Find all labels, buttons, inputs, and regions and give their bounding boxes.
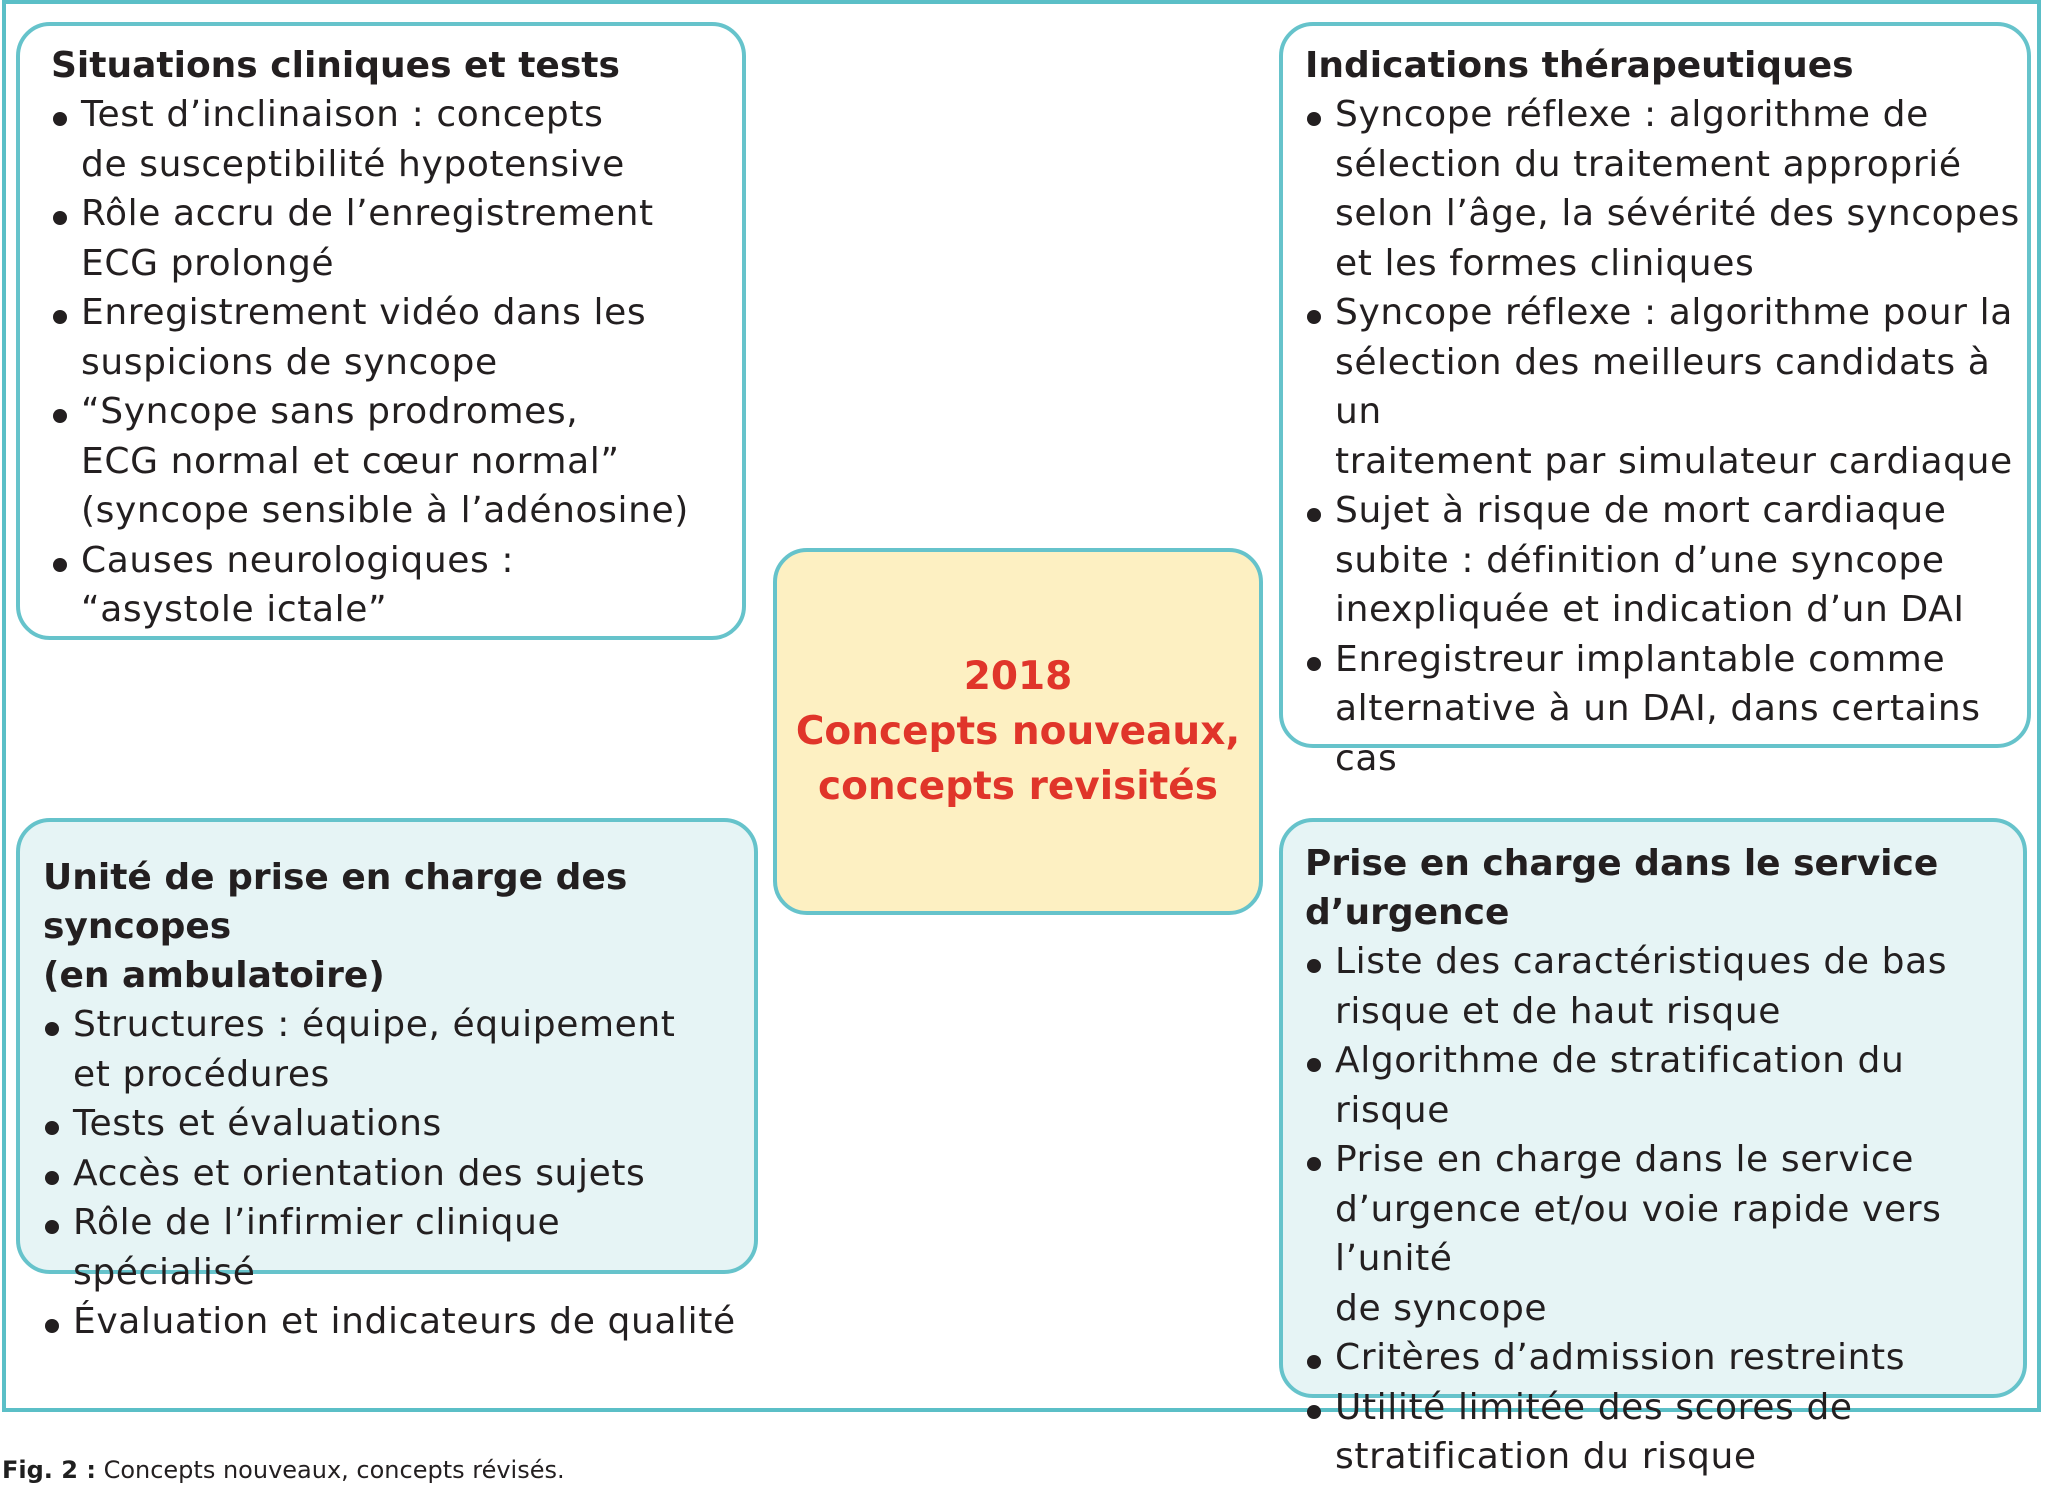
bullet-icon <box>45 1220 59 1234</box>
list-item <box>1305 1383 2023 1482</box>
line: selon l’âge, la sévérité des syncopes <box>1335 193 2020 234</box>
bullet-icon <box>1307 657 1321 671</box>
box-syncope-unit <box>16 818 758 1342</box>
line: stratification du risque <box>1335 1436 1757 1477</box>
line: inexpliquée et indication d’un DAI <box>1335 589 1965 630</box>
line: subite : définition d’une syncope <box>1335 539 1945 581</box>
bullet-icon <box>53 409 67 423</box>
line: alternative à un DAI, dans certains cas <box>1335 688 1981 779</box>
list-item <box>1305 90 2027 288</box>
bullet-icon <box>45 1319 59 1333</box>
line: Syncope réflexe : algorithme pour la <box>1335 292 2013 333</box>
bullet-icon <box>45 1022 59 1036</box>
line: sélection des meilleurs candidats à un <box>1335 341 1991 432</box>
list-item <box>51 189 742 288</box>
item-list <box>1305 937 2023 1482</box>
list-item <box>43 1297 754 1347</box>
line: de syncope <box>1335 1287 1548 1329</box>
bullet-icon <box>1307 310 1321 324</box>
bullet-icon <box>45 1121 59 1135</box>
list-item <box>43 1000 754 1099</box>
title-line: (en ambulatoire) <box>43 955 385 996</box>
figure-caption <box>2 1455 565 1485</box>
list-item <box>1305 1135 2023 1333</box>
box-therapeutic-indications <box>1279 22 2031 779</box>
list-item <box>1305 1333 2023 1383</box>
line: ECG prolongé <box>81 242 335 284</box>
list-item <box>43 1149 754 1199</box>
caption-label: Fig. 2 : <box>2 1456 96 1484</box>
line: Structures : équipe, équipement <box>73 1004 676 1045</box>
line: Causes neurologiques : <box>81 539 515 581</box>
bullet-icon <box>45 1171 59 1185</box>
line: sélection du traitement approprié <box>1335 143 1962 185</box>
bullet-icon <box>53 310 67 324</box>
list-item <box>43 1099 754 1149</box>
line: Utilité limitée des scores de <box>1335 1386 1853 1428</box>
line: suspicions de syncope <box>81 341 498 383</box>
bullet-icon <box>53 558 67 572</box>
center-line: Concepts nouveaux, <box>795 709 1241 754</box>
line: ECG normal et cœur normal” <box>81 440 620 482</box>
list-item <box>51 387 742 536</box>
line: Enregistreur implantable comme <box>1335 638 1946 680</box>
line: Algorithme de stratification du risque <box>1335 1040 1905 1131</box>
item-list <box>51 90 742 635</box>
center-year: 2018 <box>963 654 1073 699</box>
list-item <box>1305 937 2023 1036</box>
line: Sujet à risque de mort cardiaque <box>1335 490 1947 531</box>
box-title <box>43 853 754 1000</box>
box-title: Indications thérapeutiques <box>1305 45 1854 86</box>
bullet-icon <box>1307 1157 1321 1171</box>
bullet-icon <box>1307 959 1321 973</box>
center-line: concepts revisités <box>818 764 1218 809</box>
line: de susceptibilité hypotensive <box>81 143 625 185</box>
box-title <box>1305 839 2023 937</box>
item-list <box>43 1000 754 1347</box>
list-item <box>1305 486 2027 635</box>
line: traitement par simulateur cardiaque <box>1335 440 2013 482</box>
line: “asystole ictale” <box>81 589 388 630</box>
line: Rôle de l’infirmier clinique spécialisé <box>73 1202 561 1293</box>
box-title: Situations cliniques et tests <box>51 45 620 86</box>
title-line: d’urgence <box>1305 892 1510 933</box>
line: Syncope réflexe : algorithme de <box>1335 94 1929 135</box>
box-clinical-situations <box>16 22 746 640</box>
bullet-icon <box>1307 1405 1321 1419</box>
line: Évaluation et indicateurs de qualité <box>73 1301 736 1342</box>
line: d’urgence et/ou voie rapide vers l’unité <box>1335 1188 1942 1279</box>
list-item <box>1305 288 2027 486</box>
line: Enregistrement vidéo dans les <box>81 292 647 333</box>
center-box <box>773 548 1263 915</box>
line: et procédures <box>73 1053 330 1095</box>
box-emergency-management <box>1279 818 2027 1477</box>
line: Test d’inclinaison : concepts <box>81 94 604 135</box>
line: Prise en charge dans le service <box>1335 1139 1914 1180</box>
bullet-icon <box>1307 112 1321 126</box>
line: (syncope sensible à l’adénosine) <box>81 490 689 531</box>
line: Accès et orientation des sujets <box>73 1152 646 1194</box>
line: et les formes cliniques <box>1335 242 1755 284</box>
line: Critères d’admission restreints <box>1335 1337 1906 1378</box>
center-text <box>796 649 1240 814</box>
caption-text: Concepts nouveaux, concepts révisés. <box>95 1456 565 1484</box>
list-item <box>1305 1036 2023 1135</box>
list-item <box>51 536 742 635</box>
bullet-icon <box>1307 1355 1321 1369</box>
line: Tests et évaluations <box>73 1103 442 1144</box>
line: “Syncope sans prodromes, <box>81 391 579 432</box>
bullet-icon <box>53 211 67 225</box>
line: Liste des caractéristiques de bas <box>1335 941 1948 982</box>
list-item <box>43 1198 754 1297</box>
item-list <box>1305 90 2027 783</box>
list-item <box>51 288 742 387</box>
bullet-icon <box>53 112 67 126</box>
title-line: Prise en charge dans le service <box>1305 843 1939 884</box>
line: Rôle accru de l’enregistrement <box>81 193 654 234</box>
bullet-icon <box>1307 1058 1321 1072</box>
list-item <box>51 90 742 189</box>
list-item <box>1305 635 2027 784</box>
bullet-icon <box>1307 508 1321 522</box>
title-line: Unité de prise en charge des syncopes <box>43 857 628 947</box>
line: risque et de haut risque <box>1335 990 1781 1032</box>
